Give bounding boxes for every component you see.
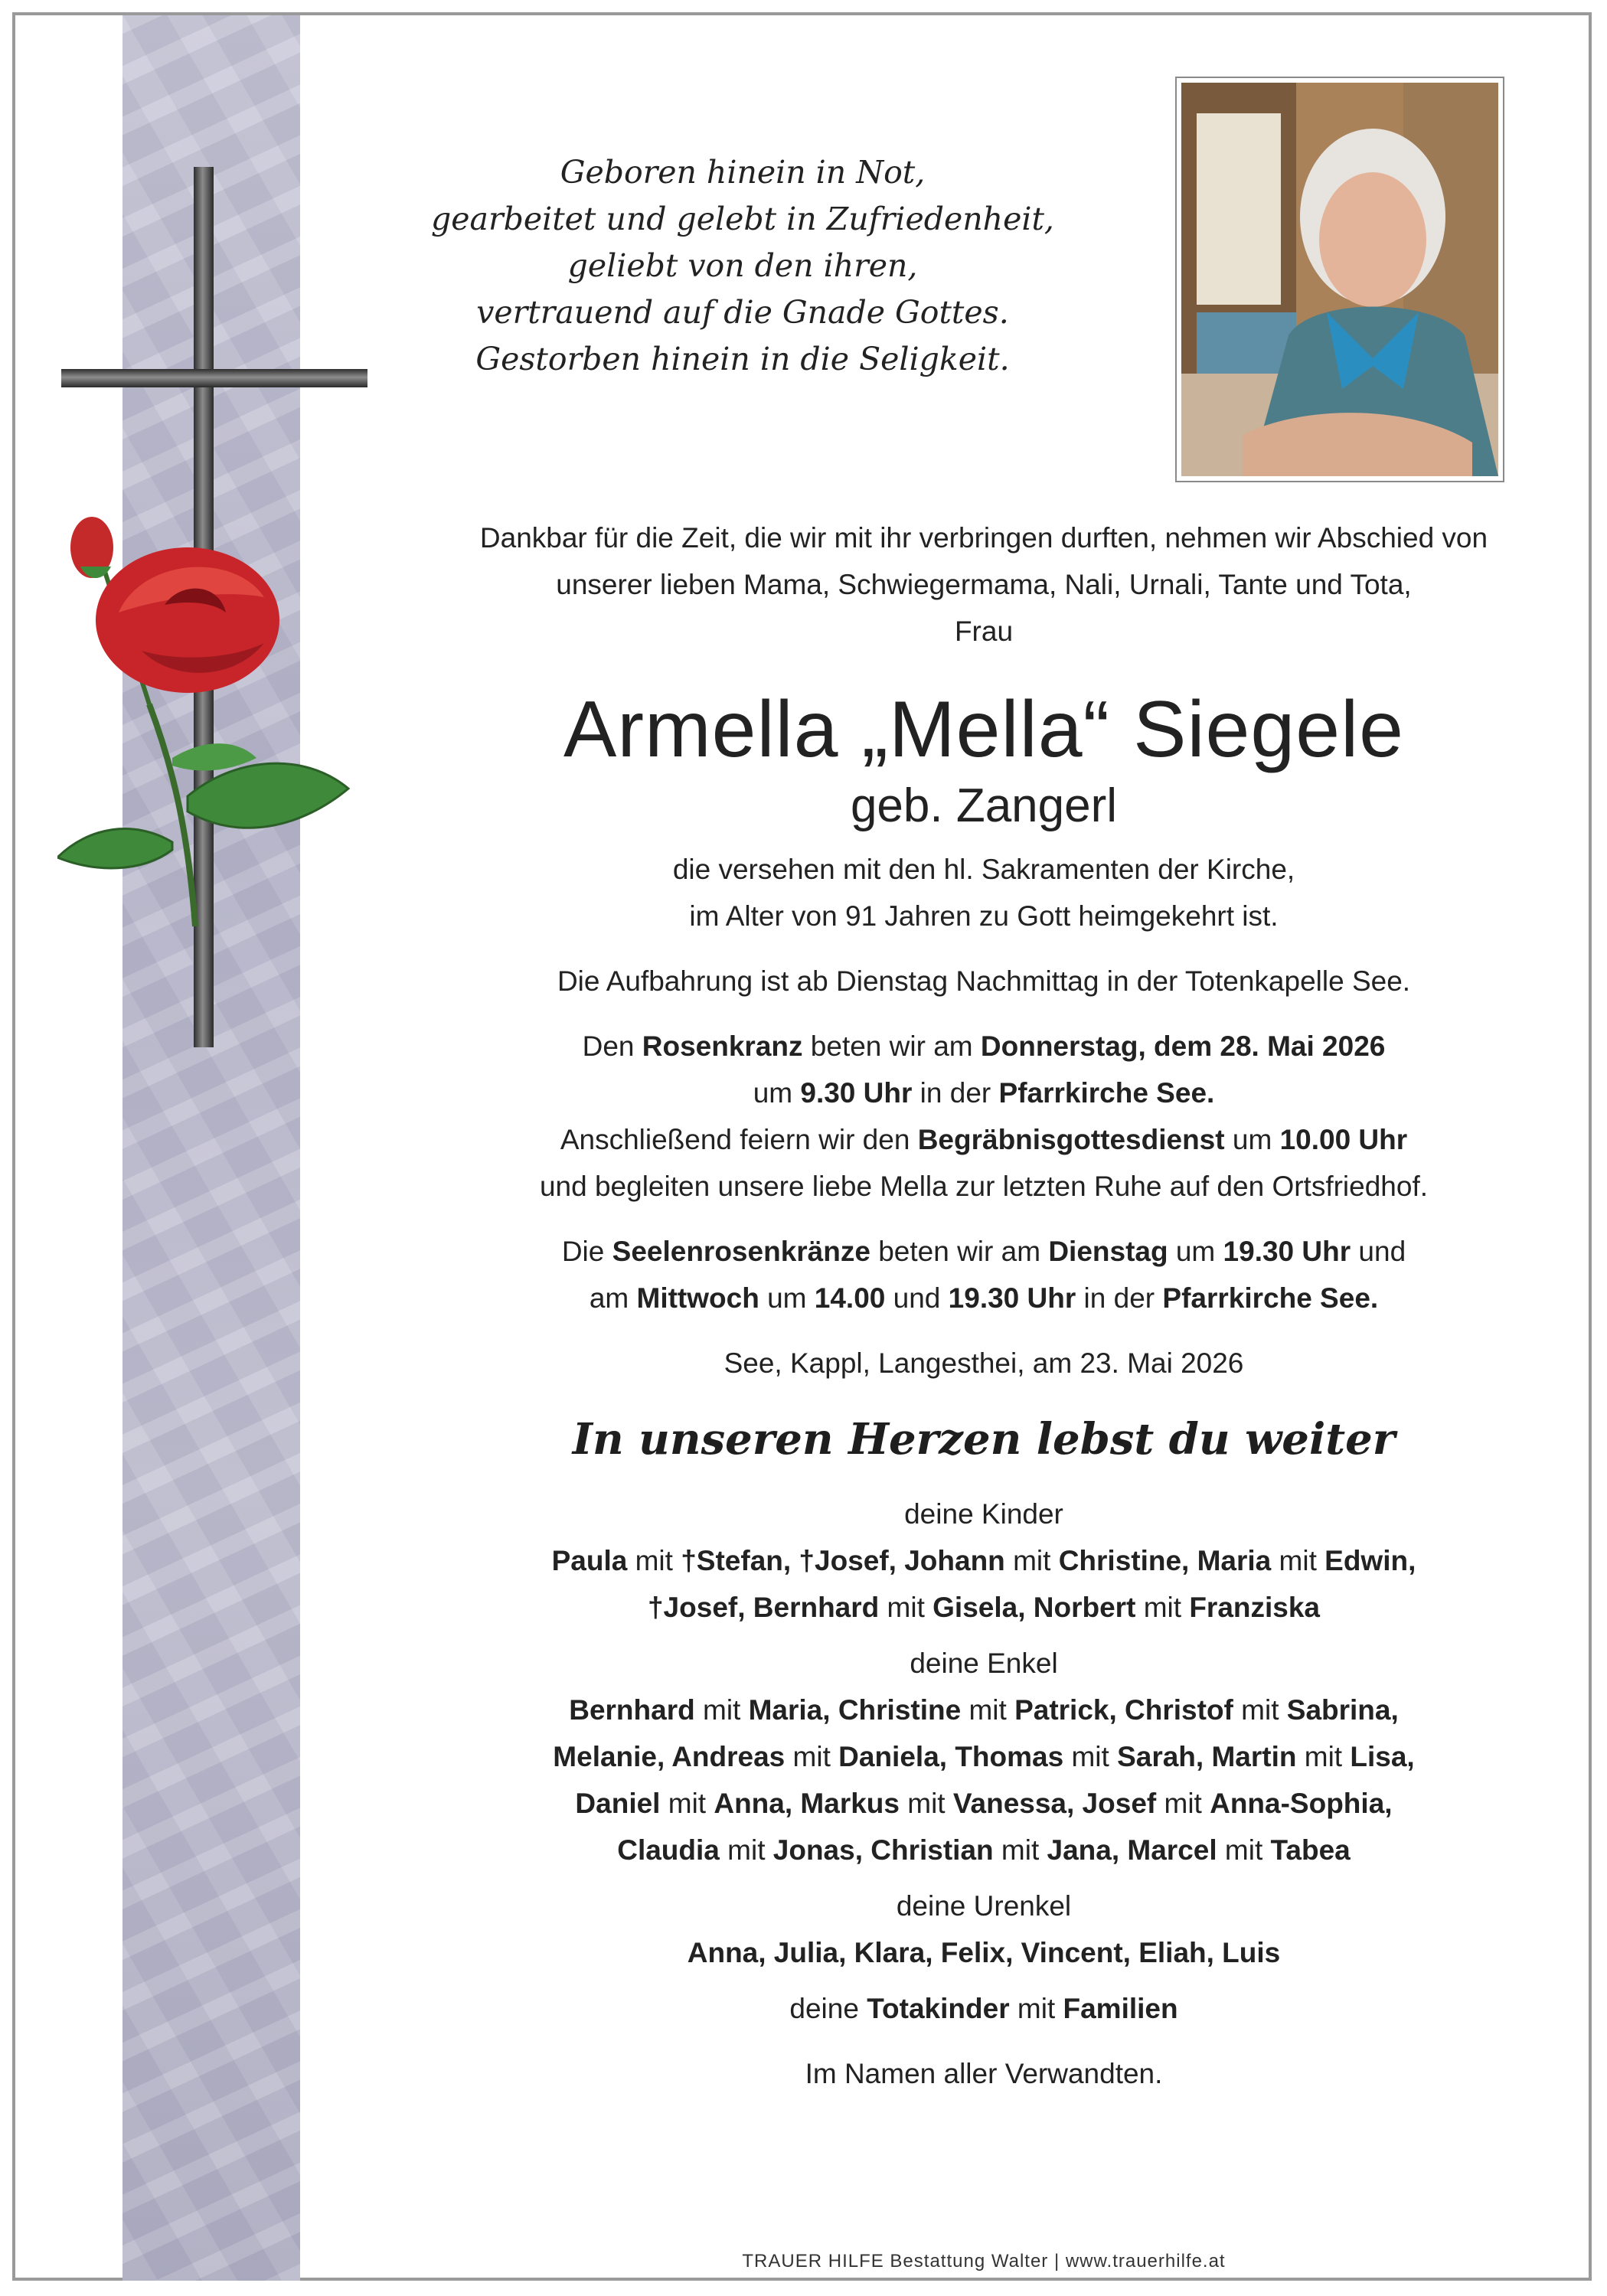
grandchildren-line — [413, 1827, 1554, 1873]
rosary-text: in der — [912, 1077, 999, 1109]
intro-line: unserer lieben Mama, Schwiegermama, Nali, Urnali, Tante und Tota, — [556, 569, 1412, 600]
portrait-photo — [1175, 77, 1504, 482]
poem-line: gearbeitet und gelebt in Zufriedenheit, — [431, 201, 1054, 237]
soul-rosary-text: und — [885, 1282, 949, 1314]
rosary-line-3 — [413, 1116, 1554, 1163]
relative-name: Melanie, Andreas — [553, 1741, 786, 1772]
children-heading: deine Kinder — [904, 1498, 1063, 1530]
connector-text: mit — [961, 1694, 1015, 1726]
relative-name: Jana, Marcel — [1047, 1834, 1217, 1866]
connector-text: mit — [1063, 1741, 1118, 1772]
godchildren-text: deine — [789, 1993, 867, 2024]
children-line — [413, 1584, 1554, 1631]
relative-name: Bernhard — [569, 1694, 695, 1726]
relative-name: Maria, Christine — [748, 1694, 962, 1726]
relative-name: Paula — [551, 1545, 628, 1576]
rosary-line-4: und begleiten unsere liebe Mella zur letzten Ruhe auf den Ortsfriedhof. — [539, 1171, 1429, 1202]
relative-name: Patrick, Christof — [1014, 1694, 1233, 1726]
closing-line: Im Namen aller Verwandten. — [805, 2058, 1163, 2089]
soul-rosary-day: Mittwoch — [636, 1282, 759, 1314]
relative-name: Franziska — [1189, 1592, 1321, 1623]
rosary-text: um — [1224, 1124, 1280, 1155]
intro-line: Dankbar für die Zeit, die wir mit ihr verbringen durften, nehmen wir Abschied von — [479, 522, 1488, 554]
soul-rosary-text: um — [1168, 1236, 1223, 1267]
place-date: See, Kappl, Langesthei, am 23. Mai 2026 — [723, 1347, 1244, 1379]
great-grandchildren-names — [413, 1929, 1554, 1976]
great-grandchildren-list: Anna, Julia, Klara, Felix, Vincent, Eliah, Luis — [687, 1937, 1281, 1968]
relative-name: Daniel — [575, 1788, 661, 1819]
grandchildren-line — [413, 1780, 1554, 1827]
death-line: die versehen mit den hl. Sakramenten der Kirche, — [672, 854, 1295, 885]
rose-icon — [57, 505, 364, 934]
rosary-place: Pfarrkirche See. — [998, 1077, 1215, 1109]
godchildren-text: mit — [1009, 1993, 1063, 2024]
poem-line: vertrauend auf die Gnade Gottes. — [476, 294, 1009, 331]
soul-rosary-time: 14.00 — [814, 1282, 886, 1314]
relative-name: Anna, Markus — [714, 1788, 900, 1819]
godchildren-bold: Familien — [1063, 1993, 1178, 2024]
relative-name: Edwin, — [1324, 1545, 1416, 1576]
relative-name: Daniela, Thomas — [838, 1741, 1064, 1772]
deceased-name: Armella „Mella“ Siegele — [563, 685, 1405, 774]
soul-rosary-time: 19.30 Uhr — [1223, 1236, 1351, 1267]
soul-rosary-place: Pfarrkirche See. — [1162, 1282, 1379, 1314]
death-line: im Alter von 91 Jahren zu Gott heimgekehrt ist. — [689, 900, 1279, 932]
connector-text: mit — [694, 1694, 749, 1726]
soul-rosary-text: um — [759, 1282, 815, 1314]
funeral-mass: Begräbnisgottesdienst — [917, 1124, 1225, 1155]
godchildren-bold: Totakinder — [867, 1993, 1010, 2024]
rosary-text: Den — [582, 1030, 642, 1062]
soul-rosary-text: in der — [1076, 1282, 1163, 1314]
relative-name: †Josef, Bernhard — [647, 1592, 880, 1623]
grandchildren-line — [413, 1733, 1554, 1780]
relative-name: Anna-Sophia, — [1210, 1788, 1393, 1819]
great-grandchildren-heading: deine Urenkel — [896, 1890, 1072, 1922]
relative-name: Sabrina, — [1286, 1694, 1399, 1726]
connector-text: mit — [1135, 1592, 1190, 1623]
rosary-bold: Rosenkranz — [642, 1030, 803, 1062]
relative-name: Sarah, Martin — [1117, 1741, 1297, 1772]
connector-text: mit — [1217, 1834, 1271, 1866]
connector-text: mit — [719, 1834, 773, 1866]
connector-text: mit — [627, 1545, 681, 1576]
poem — [413, 149, 1072, 383]
relative-name: †Stefan, †Josef, Johann — [681, 1545, 1005, 1576]
portrait-image — [1181, 83, 1498, 476]
connector-text: mit — [899, 1788, 953, 1819]
relative-name: Vanessa, Josef — [952, 1788, 1157, 1819]
soul-rosary-text: und — [1351, 1236, 1406, 1267]
children-line — [413, 1537, 1554, 1584]
connector-text: mit — [1233, 1694, 1287, 1726]
soul-rosary-text: beten wir am — [870, 1236, 1049, 1267]
viewing-info: Die Aufbahrung ist ab Dienstag Nachmittag in der Totenkapelle See. — [557, 965, 1411, 997]
rosary-time: 9.30 Uhr — [800, 1077, 913, 1109]
poem-line: Gestorben hinein in die Seligkeit. — [475, 341, 1010, 377]
soul-rosary-line-2 — [413, 1275, 1554, 1321]
soul-rosary-text: am — [589, 1282, 637, 1314]
soul-rosary-day: Dienstag — [1048, 1236, 1168, 1267]
connector-text: mit — [993, 1834, 1047, 1866]
relative-name: Lisa, — [1350, 1741, 1415, 1772]
funeral-time: 10.00 Uhr — [1279, 1124, 1408, 1155]
relative-name: Christine, Maria — [1058, 1545, 1272, 1576]
rosary-line-2 — [413, 1070, 1554, 1116]
connector-text: mit — [1156, 1788, 1210, 1819]
connector-text: mit — [660, 1788, 714, 1819]
soul-rosary-text: Die — [561, 1236, 612, 1267]
grandchildren-line — [413, 1687, 1554, 1733]
connector-text: mit — [1296, 1741, 1351, 1772]
soul-rosary-line-1 — [413, 1228, 1554, 1275]
soul-rosary-time: 19.30 Uhr — [948, 1282, 1076, 1314]
relative-name: Gisela, Norbert — [933, 1592, 1136, 1623]
rosary-text: beten wir am — [802, 1030, 981, 1062]
connector-text: mit — [1271, 1545, 1325, 1576]
maiden-name: geb. Zangerl — [850, 779, 1118, 832]
poem-line: Geboren hinein in Not, — [560, 154, 926, 191]
relative-name: Jonas, Christian — [772, 1834, 994, 1866]
rosary-date: Donnerstag, dem 28. Mai 2026 — [980, 1030, 1386, 1062]
grandchildren-heading: deine Enkel — [910, 1648, 1058, 1679]
rosary-line-1 — [413, 1023, 1554, 1070]
footer-imprint: TRAUER HILFE Bestattung Walter | www.trauerhilfe.at — [742, 2251, 1226, 2272]
soul-rosary-bold: Seelenrosenkränze — [612, 1236, 870, 1267]
connector-text: mit — [1004, 1545, 1059, 1576]
godchildren-line — [413, 1985, 1554, 2032]
intro-line: Frau — [954, 616, 1014, 647]
connector-text: mit — [785, 1741, 839, 1772]
motto: In unseren Herzen lebst du weiter — [572, 1414, 1396, 1465]
poem-line: geliebt von den ihren, — [567, 247, 918, 284]
relative-name: Claudia — [617, 1834, 720, 1866]
relative-name: Tabea — [1270, 1834, 1351, 1866]
rosary-text: Anschließend feiern wir den — [560, 1124, 918, 1155]
obituary-text — [413, 514, 1554, 2097]
rosary-text: um — [753, 1077, 801, 1109]
connector-text: mit — [879, 1592, 933, 1623]
